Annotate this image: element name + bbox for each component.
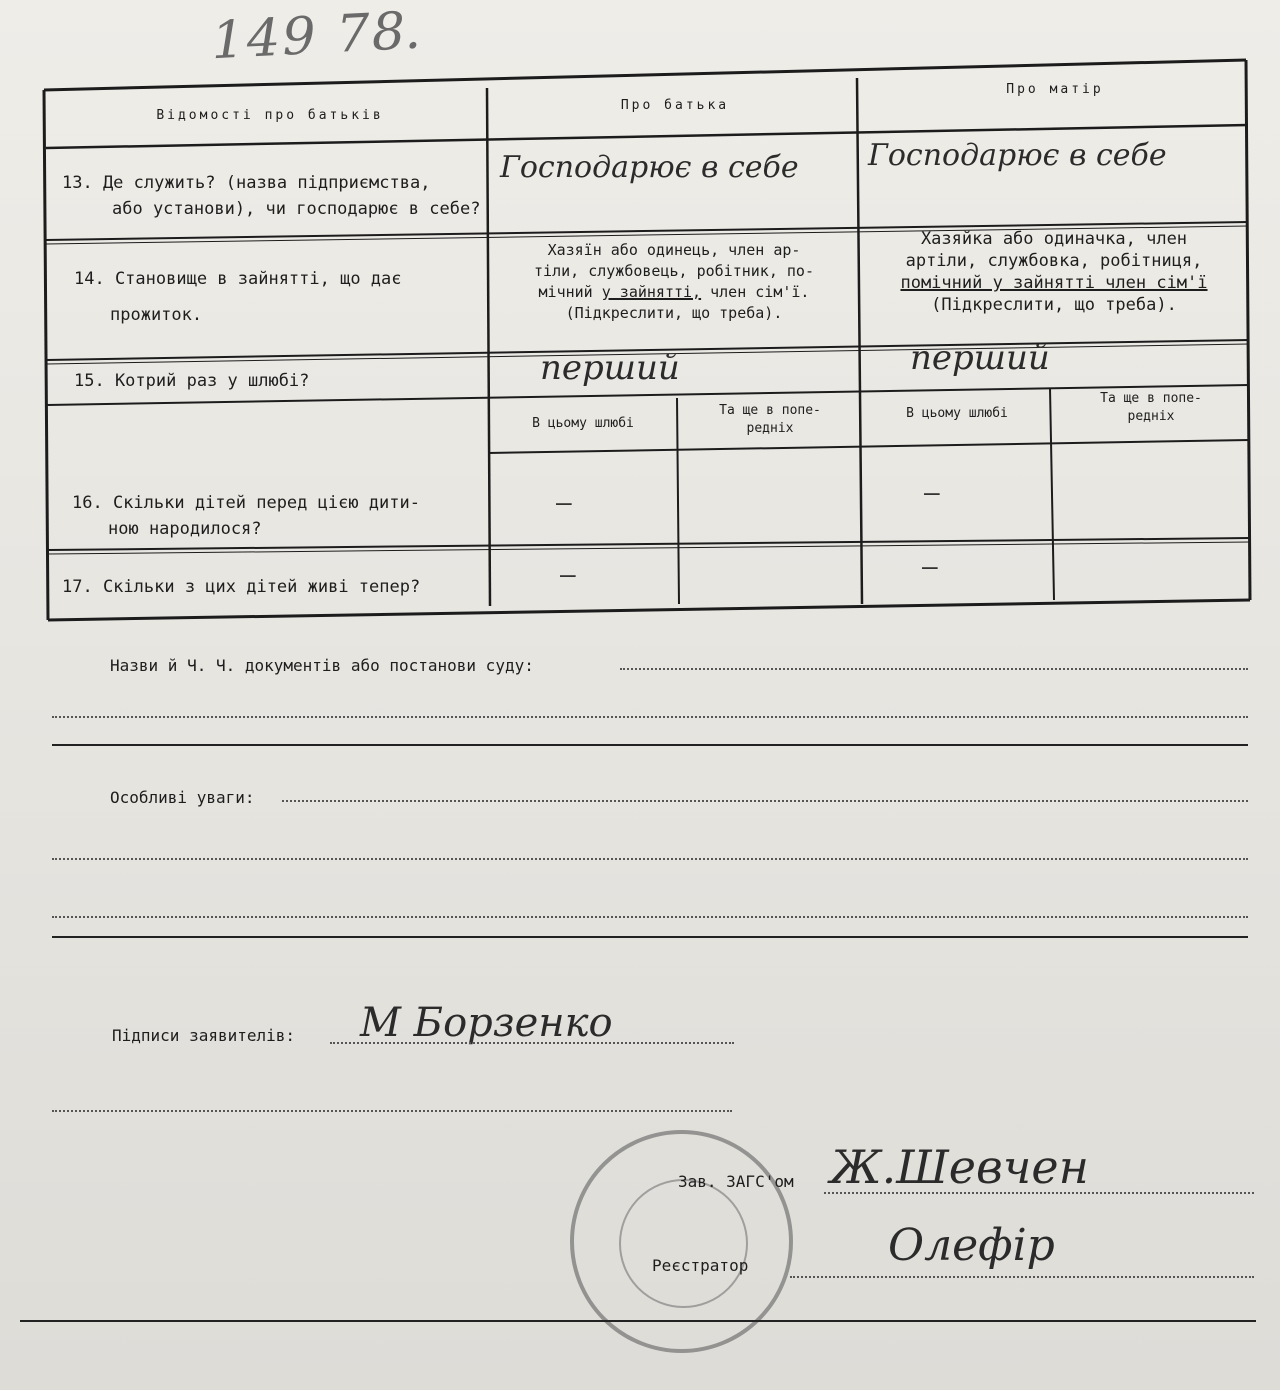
remarks-label: Особливі уваги: [110, 788, 255, 807]
registrar-signature: Олефір [888, 1220, 1055, 1271]
sub-father-previous-line1: Та ще в попе- [719, 403, 821, 418]
documents-label: Назви й Ч. Ч. документів або постанови суду: [110, 656, 534, 675]
row14-mother-line4: (Підкреслити, що треба). [931, 295, 1177, 316]
row13-father-value: Господарює в себе [500, 150, 799, 185]
row16-father-this-value: — [556, 488, 572, 518]
row14-father-options [496, 240, 852, 324]
row17-label: 17. Скільки з цих дітей живі тепер? [62, 577, 421, 597]
applicant-signature: М Борзенко [360, 1000, 613, 1046]
row13-label-line2: або установи), чи господарює в себе? [112, 199, 481, 220]
header-mother: Про матір [1006, 82, 1104, 97]
sub-mother-previous-line1: Та ще в попе- [1100, 391, 1202, 406]
signatures-label: Підписи заявителів: [112, 1026, 296, 1045]
archive-number: 149 78. [206, 0, 431, 72]
row14-label-line1: 14. Становище в зайнятті, що дає [74, 269, 402, 289]
row14-father-line3: мічний у зайнятті, член сім'ї. [538, 283, 810, 301]
remarks-line-2 [52, 858, 1248, 860]
signature-line-1 [330, 1042, 734, 1044]
row14-father-line1: Хазяїн або одинець, член ар- [547, 241, 801, 259]
row16-label-line1: 16. Скільки дітей перед цією дити- [72, 493, 420, 513]
row14-mother-line3: помічний у зайнятті член сім'ї [900, 273, 1208, 294]
underlined-choice: у зайнятті, [601, 283, 702, 301]
head-signature: Ж.Шевчен [830, 1140, 1089, 1194]
remarks-divider [52, 936, 1248, 938]
head-label: Зав. ЗАГС'ом [678, 1172, 794, 1191]
row17-father-this-value: — [560, 560, 576, 590]
row14-father-line2: тіли, службовець, робітник, по- [534, 262, 814, 280]
remarks-line-3 [52, 916, 1248, 918]
row13-label-line1: 13. Де служить? (назва підприємства, [62, 173, 431, 193]
row17-mother-this-value: — [922, 552, 938, 582]
header-father: Про батька [620, 98, 730, 113]
registrar-label: Реєстратор [652, 1256, 749, 1275]
official-seal-center [619, 1179, 748, 1308]
row16-label-line2: ною народилося? [108, 519, 262, 540]
documents-line-1 [620, 668, 1248, 670]
row15-label: 15. Котрий раз у шлюбі? [74, 371, 310, 391]
row13-mother-value: Господарює в себе [868, 138, 1167, 173]
sub-father-previous-line2: редніх [746, 420, 794, 436]
row14-mother-line1: Хазяйка або одиначка, член [920, 229, 1188, 249]
documents-line-2 [52, 716, 1248, 718]
sub-father-previous [682, 402, 858, 437]
row13-label [62, 170, 482, 223]
row14-mother-options [866, 228, 1242, 316]
sub-mother-previous [1058, 390, 1244, 425]
bottom-border [20, 1320, 1256, 1322]
row15-mother-value: перший [910, 338, 1050, 378]
sub-father-this-marriage: В цьому шлюбі [532, 416, 634, 431]
registrar-signature-line [790, 1276, 1254, 1278]
row16-label [72, 490, 484, 543]
row14-mother-line2: артіли, службовка, робітниця, [905, 251, 1203, 272]
remarks-line-1 [282, 800, 1248, 802]
row14-label [74, 266, 484, 329]
row16-mother-this-value: — [924, 478, 940, 508]
header-main: Відомості про батьків [156, 108, 384, 123]
row14-label-line2: прожиток. [110, 305, 203, 326]
documents-divider [52, 744, 1248, 746]
sub-mother-this-marriage: В цьому шлюбі [906, 406, 1008, 421]
row15-father-value: перший [540, 348, 680, 388]
sub-mother-previous-line2: редніх [1127, 408, 1175, 424]
signature-line-2 [52, 1110, 732, 1112]
head-signature-line [824, 1192, 1254, 1194]
row14-father-line4: (Підкреслити, що треба). [565, 304, 783, 322]
